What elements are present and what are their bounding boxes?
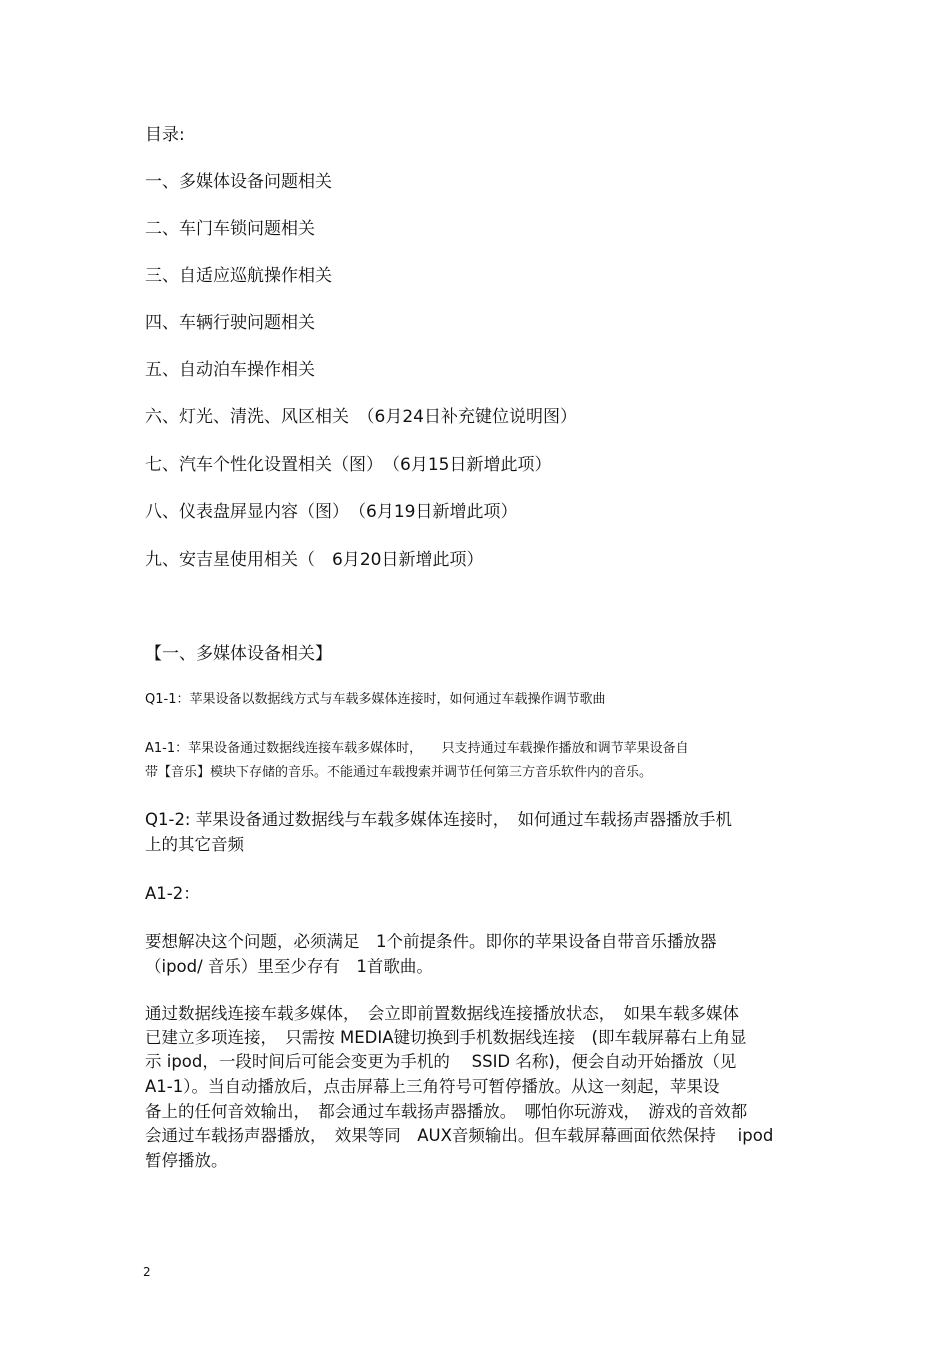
paragraph-line: 已建立多项连接， 只需按 MEDIA键切换到手机数据线连接 (即车载屏幕右上角显 (145, 1028, 747, 1047)
toc-item: 三、自适应巡航操作相关 (145, 266, 332, 286)
answer-a1-2-label: A1-2： (145, 884, 200, 903)
toc-title: 目录: (145, 125, 185, 145)
answer-a1-1-line: 带【音乐】模块下存储的音乐。不能通过车载搜索并调节任何第三方音乐软件内的音乐。 (145, 765, 653, 780)
toc-item: 七、汽车个性化设置相关（图） （6月15日新增此项） (145, 455, 552, 475)
toc-item: 二、车门车锁问题相关 (145, 219, 315, 239)
toc-item: 八、仪表盘屏显内容（图） （6月19日新增此项） (145, 502, 518, 522)
page-number: 2 (143, 1265, 151, 1279)
toc-item: 六、灯光、清洗、风区相关 （6月24日补充键位说明图） (145, 407, 577, 427)
paragraph-line: （ipod/ 音乐）里至少存有 1首歌曲。 (145, 957, 433, 976)
question-q1-1: Q1-1：苹果设备以数据线方式与车载多媒体连接时，如何通过车载操作调节歌曲 (145, 692, 606, 707)
paragraph-line: 要想解决这个问题，必须满足 1个前提条件。即你的苹果设备自带音乐播放器 (145, 932, 717, 951)
question-q1-2-line: Q1-2: 苹果设备通过数据线与车载多媒体连接时， 如何通过车载扬声器播放手机 (145, 810, 732, 829)
paragraph-line: 通过数据线连接车载多媒体， 会立即前置数据线连接播放状态， 如果车载多媒体 (145, 1004, 739, 1023)
section-heading: 【一、多媒体设备相关】 (145, 644, 332, 664)
paragraph-line: A1-1）。当自动播放后，点击屏幕上三角符号可暂停播放。从这一刻起，苹果设 (145, 1077, 720, 1096)
paragraph-line: 备上的任何音效输出， 都会通过车载扬声器播放。 哪怕你玩游戏， 游戏的音效都 (145, 1102, 748, 1121)
toc-item: 九、安吉星使用相关（ 6月20日新增此项） (145, 550, 484, 570)
paragraph-line: 会通过车载扬声器播放， 效果等同 AUX音频输出。但车载屏幕画面依然保持 ipod (145, 1126, 774, 1145)
paragraph-line: 暂停播放。 (145, 1151, 228, 1170)
toc-item: 五、自动泊车操作相关 (145, 360, 315, 380)
toc-item: 四、车辆行驶问题相关 (145, 313, 315, 333)
answer-a1-1-line: A1-1：苹果设备通过数据线连接车载多媒体时， 只支持通过车载操作播放和调节苹果设备自 (145, 741, 689, 756)
toc-item: 一、多媒体设备问题相关 (145, 172, 332, 192)
question-q1-2-line: 上的其它音频 (145, 835, 244, 854)
paragraph-line: 示 ipod，一段时间后可能会变更为手机的 SSID 名称)，便会自动开始播放（见 (145, 1052, 737, 1071)
